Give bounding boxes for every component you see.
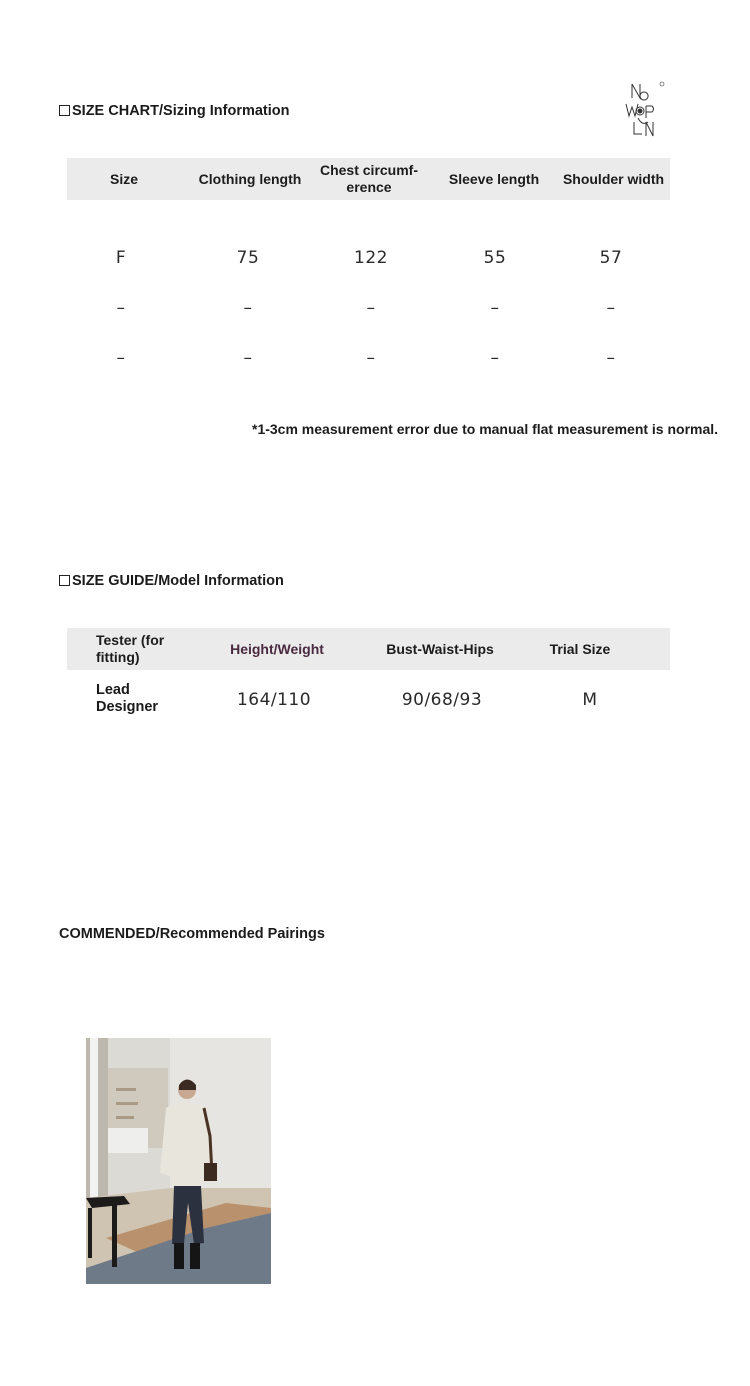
header-shoulder-width: Shoulder width	[562, 170, 665, 187]
empty-cell: –	[606, 348, 616, 368]
sleeve-length-value: 55	[483, 248, 507, 268]
empty-cell: –	[490, 298, 500, 318]
header-height-weight: Height/Weight	[230, 640, 324, 657]
shoulder-width-value: 57	[599, 248, 623, 268]
clothing-length-value: 75	[236, 248, 260, 268]
bust-waist-hips-value: 90/68/93	[401, 690, 483, 710]
size-chart-title: SIZE CHART/Sizing Information	[59, 103, 290, 119]
size-guide-header	[67, 628, 670, 670]
recommended-title: COMMENDED/Recommended Pairings	[59, 926, 325, 942]
empty-cell: –	[606, 298, 616, 318]
empty-cell: –	[116, 298, 126, 318]
header-tester: Tester (for fitting)	[96, 632, 165, 665]
empty-cell: –	[116, 348, 126, 368]
size-guide-title: SIZE GUIDE/Model Information	[59, 573, 284, 589]
size-chart-header	[67, 158, 670, 200]
size-value: F	[115, 248, 127, 268]
header-sleeve-length: Sleeve length	[448, 170, 540, 187]
tester-name: Lead Designer	[96, 682, 159, 715]
header-size: Size	[109, 170, 138, 187]
header-bust-waist-hips: Bust-Waist-Hips	[386, 640, 494, 657]
height-weight-value: 164/110	[236, 690, 312, 710]
chest-value: 122	[354, 248, 388, 268]
measurement-note: *1-3cm measurement error due to manual flat measurement is normal.	[252, 421, 719, 437]
header-chest-circumference: Chest circumf- erence	[319, 162, 419, 195]
empty-cell: –	[243, 298, 253, 318]
trial-size-value: M	[582, 690, 598, 710]
empty-cell: –	[366, 348, 376, 368]
header-trial-size: Trial Size	[549, 640, 611, 657]
brand-logo	[618, 80, 666, 142]
empty-cell: –	[243, 348, 253, 368]
empty-cell: –	[490, 348, 500, 368]
header-clothing-length: Clothing length	[198, 170, 302, 187]
empty-cell: –	[366, 298, 376, 318]
checkbox-square-icon	[59, 105, 70, 116]
outfit-photo[interactable]	[86, 1038, 271, 1284]
checkbox-square-icon	[59, 575, 70, 586]
